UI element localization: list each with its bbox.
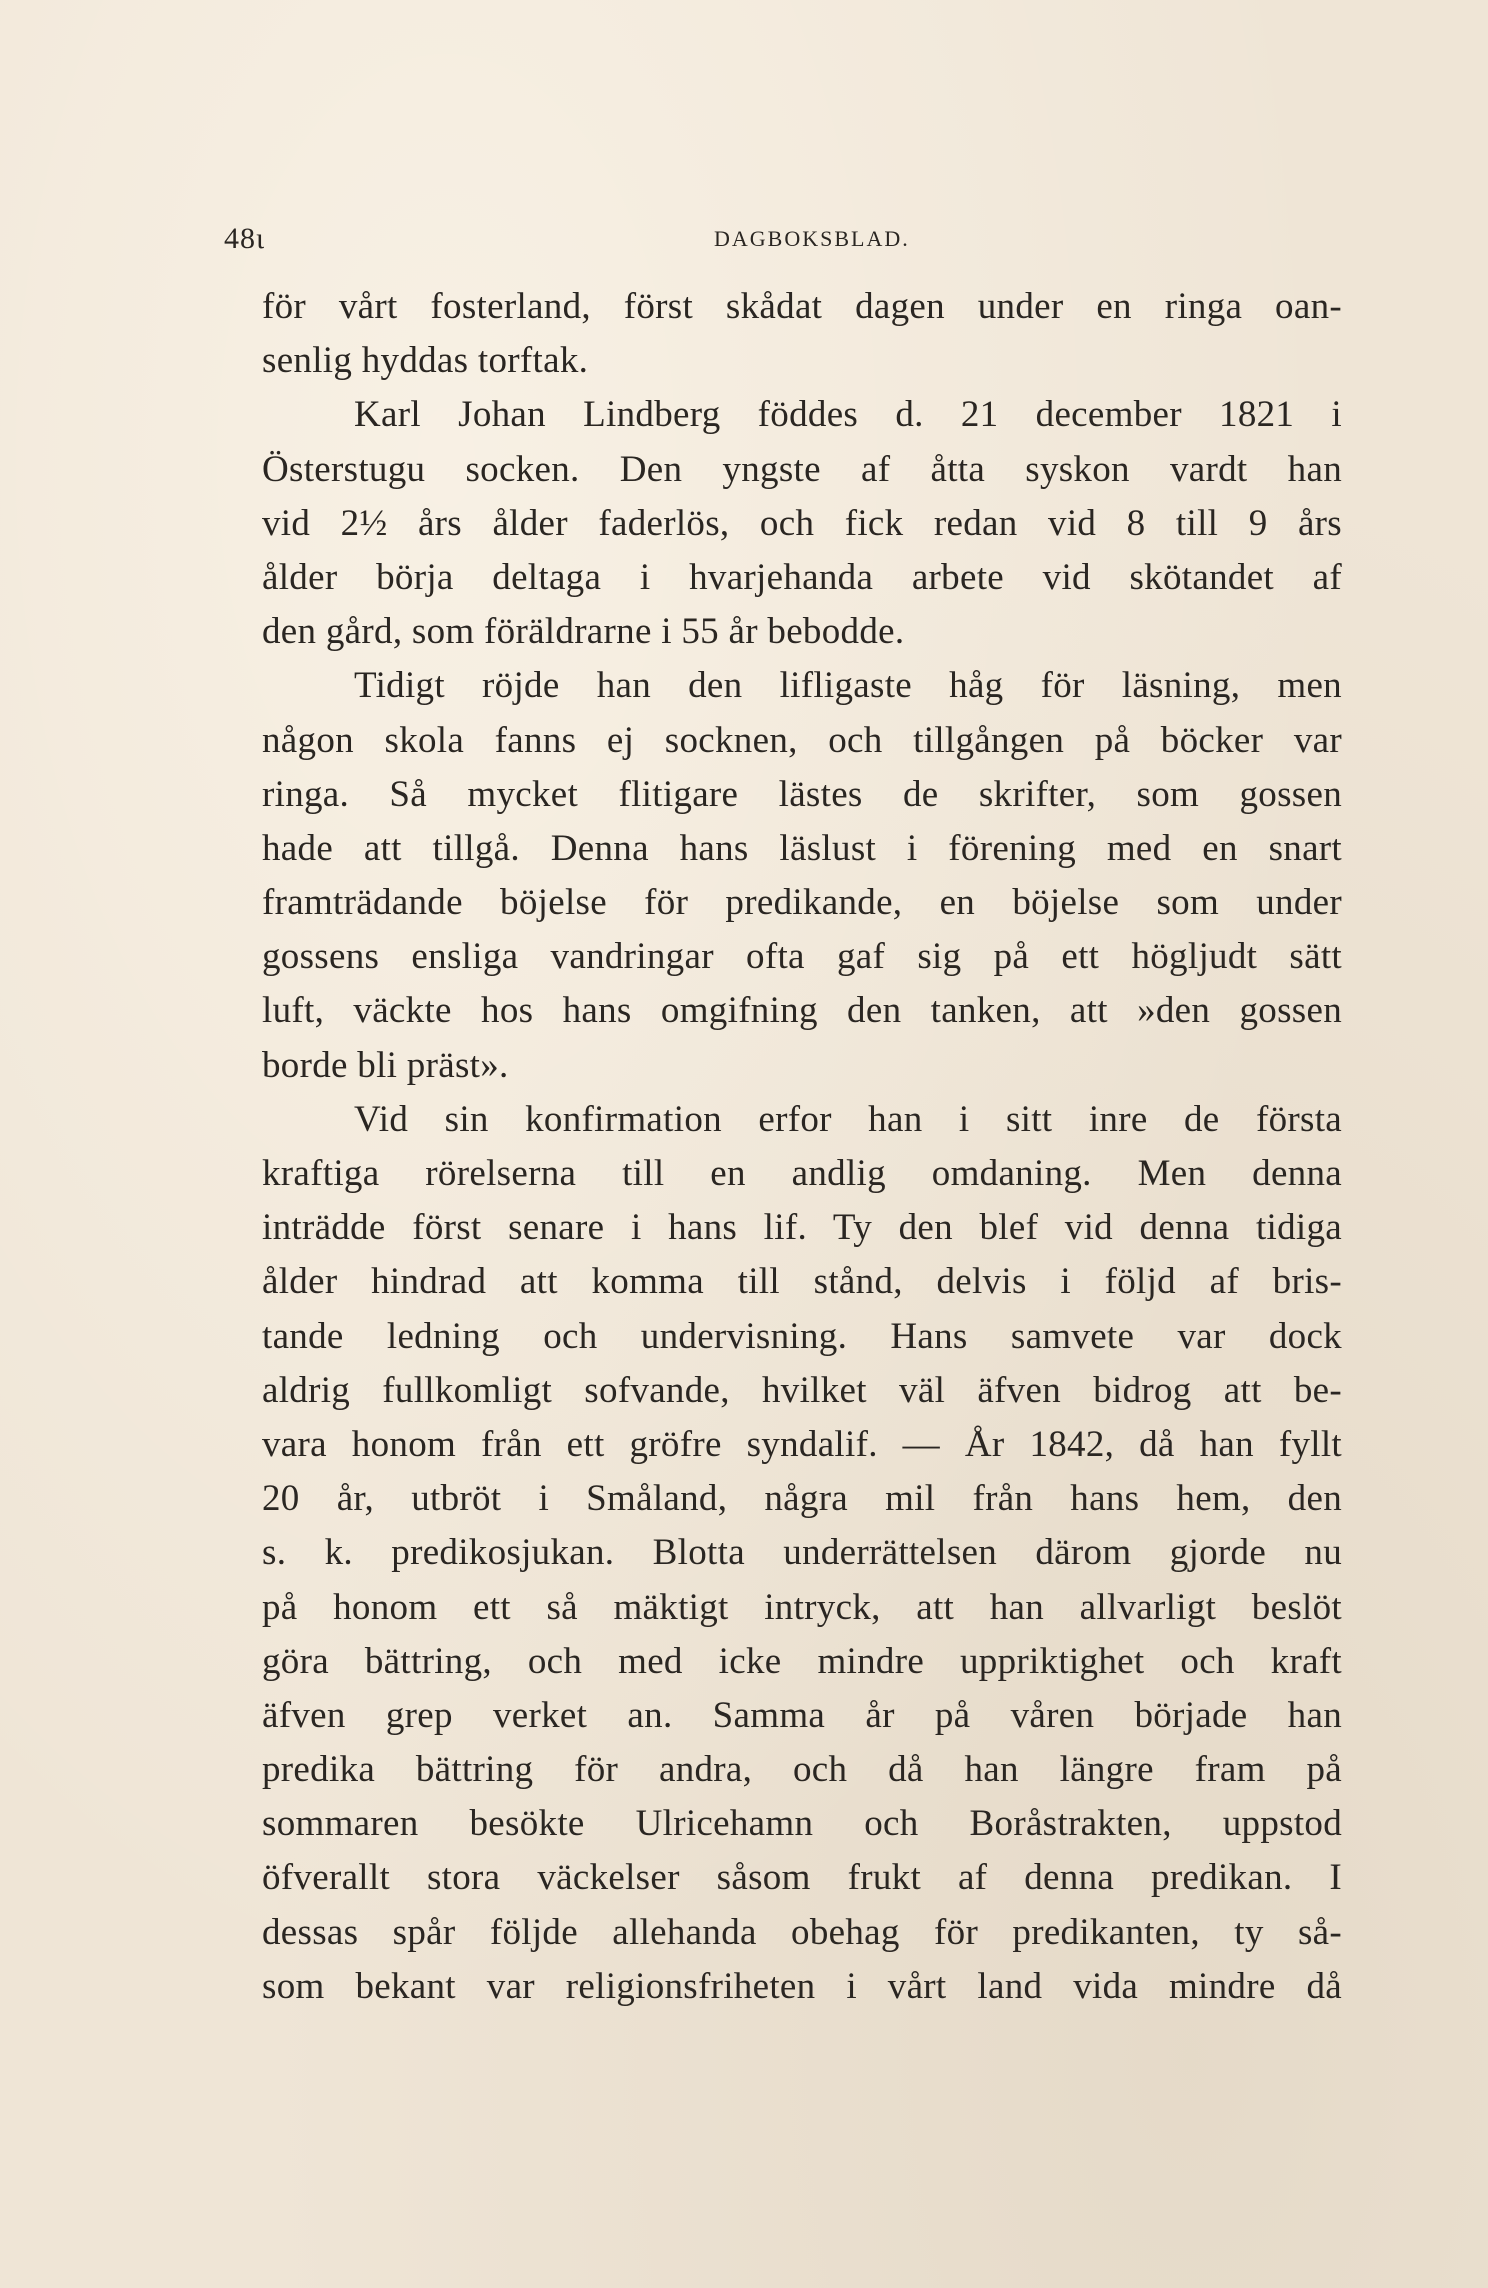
text-line: dessas spår följde allehanda obehag för predikanten, ty så- [262, 1911, 1342, 1953]
text-line: gossens ensliga vandringar ofta gaf sig på ett högljudt sätt [262, 936, 1342, 978]
text-line: borde bli präst». [262, 1044, 509, 1086]
text-line: Österstugu socken. Den yngste af åtta syskon vardt han [262, 448, 1342, 490]
running-head: DAGBOKSBLAD. [714, 226, 910, 251]
body-text [262, 280, 1342, 2014]
text-line: äfven grep verket an. Samma år på våren började han [262, 1694, 1342, 1736]
text-line: luft, väckte hos hans omgifning den tanken, att »den gossen [262, 990, 1342, 1032]
paragraph-start-line: Tidigt röjde han den lifligaste håg för läsning, men [354, 665, 1342, 707]
text-line: ålder hindrad att komma till stånd, delvis i följd af bris- [262, 1261, 1342, 1303]
paragraph-start-line: Karl Johan Lindberg föddes d. 21 december 1821 i [354, 394, 1342, 436]
text-line: framträdande böjelse för predikande, en böjelse som under [262, 882, 1342, 924]
text-line: sommaren besökte Ulricehamn och Boråstrakten, uppstod [262, 1803, 1342, 1845]
text-line: som bekant var religionsfriheten i vårt land vida mindre då [262, 1965, 1342, 2007]
text-line: den gård, som föräldrarne i 55 år bebodde. [262, 611, 905, 653]
text-line: tande ledning och undervisning. Hans samvete var dock [262, 1315, 1342, 1357]
text-line: senlig hyddas torftak. [262, 340, 589, 382]
text-line: hade att tillgå. Denna hans läslust i förening med en snart [262, 827, 1342, 869]
text-line: kraftiga rörelserna till en andlig omdaning. Men denna [262, 1153, 1342, 1194]
text-line: 20 år, utbröt i Småland, några mil från hans hem, den [262, 1478, 1342, 1520]
text-line: för vårt fosterland, först skådat dagen under en ringa oan- [262, 286, 1342, 327]
text-line: aldrig fullkomligt sofvande, hvilket väl äfven bidrog att be- [262, 1369, 1342, 1411]
text-line: på honom ett så mäktigt intryck, att han allvarligt beslöt [262, 1586, 1342, 1628]
paragraph-start-line: Vid sin konfirmation erfor han i sitt inre de första [354, 1098, 1342, 1140]
text-line: öfverallt stora väckelser såsom frukt af denna predikan. I [262, 1857, 1342, 1899]
page-number: 48ι [224, 222, 266, 255]
text-line: göra bättring, och med icke mindre uppriktighet och kraft [262, 1640, 1342, 1682]
text-line: vara honom från ett gröfre syndalif. — År 1842, då han fyllt [262, 1423, 1342, 1465]
text-line: vid 2½ års ålder faderlös, och fick redan vid 8 till 9 års [262, 502, 1342, 544]
text-line: någon skola fanns ej socknen, och tillgången på böcker var [262, 719, 1342, 761]
text-line: ålder börja deltaga i hvarjehanda arbete vid skötandet af [262, 556, 1342, 598]
text-line: s. k. predikosjukan. Blotta underrättelsen därom gjorde nu [262, 1532, 1342, 1574]
text-line: inträdde först senare i hans lif. Ty den blef vid denna tidiga [262, 1207, 1342, 1249]
text-line: ringa. Så mycket flitigare lästes de skrifter, som gossen [262, 773, 1342, 815]
page-header [224, 222, 1344, 262]
text-line: predika bättring för andra, och då han längre fram på [262, 1749, 1342, 1791]
